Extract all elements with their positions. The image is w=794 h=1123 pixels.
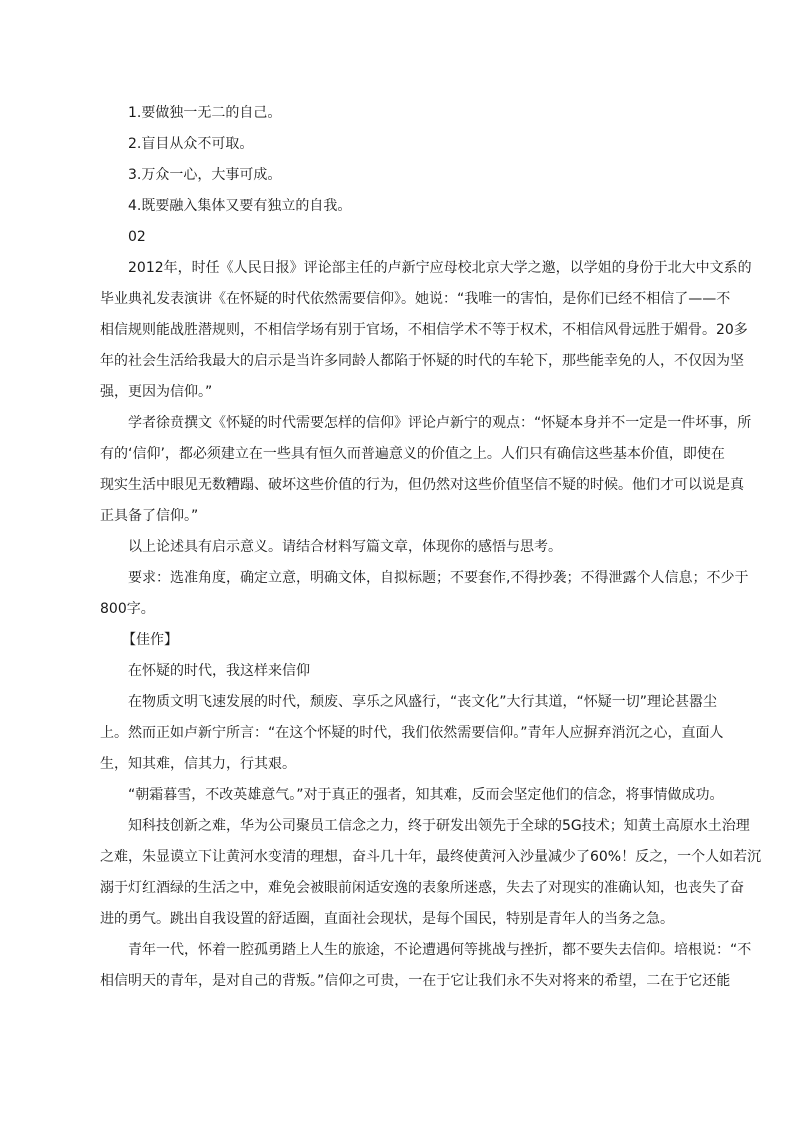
essay-label: 【佳作】 [122, 632, 178, 648]
text-line: 正具备了信仰。” [100, 508, 199, 524]
essay-title: 在怀疑的时代，我这样来信仰 [128, 663, 310, 679]
section-number: 02 [128, 229, 146, 245]
list-item: 2.盲目从众不可取。 [128, 136, 254, 152]
text-line: 之难，朱显谟立下让黄河水变清的理想，奋斗几十年，最终使黄河入沙量减少了60%！反之，一个人如若沉 [100, 849, 762, 865]
numbered-list [100, 98, 710, 222]
list-item: 4.既要融入集体又要有独立的自我。 [128, 198, 352, 214]
text-line: 2012年，时任《人民日报》评论部主任的卢新宁应母校北京大学之邀，以学姐的身份于北大中文系的 [128, 260, 752, 276]
document-body [100, 98, 762, 997]
text-line: 以上论述具有启示意义。请结合材料写篇文章，体现你的感悟与思考。 [128, 539, 562, 555]
text-line: 800字。 [100, 601, 155, 617]
text-line: 知科技创新之难，华为公司聚员工信念之力，终于研发出领先于全球的5G技术；知黄土高原水土治理 [128, 818, 750, 834]
list-item: 3.万众一心，大事可成。 [128, 167, 282, 183]
text-line: 青年一代，怀着一腔孤勇踏上人生的旅途，不论遭遇何等挑战与挫折，都不要失去信仰。培根说：“不 [128, 942, 752, 958]
requirements-paragraph [100, 563, 749, 625]
text-line: 年的社会生活给我最大的启示是当许多同龄人都陷于怀疑的时代的车轮下，那些能幸免的人，不仅因为坚 [100, 353, 744, 369]
essay-paragraph [100, 687, 724, 780]
text-line: 强，更因为信仰。” [100, 384, 213, 400]
text-line: 溺于灯红酒绿的生活之中，难免会被眼前闲适安逸的表象所迷惑，失去了对现实的准确认知，也丧失了奋 [100, 880, 744, 896]
prompt-paragraph [100, 532, 710, 563]
list-item: 1.要做独一无二的自己。 [128, 105, 282, 121]
text-line: “朝霜暮雪，不改英雄意气。”对于真正的强者，知其难，反而会坚定他们的信念，将事情做成功。 [128, 787, 724, 803]
text-line: 上。然而正如卢新宁所言：“在这个怀疑的时代，我们依然需要信仰。”青年人应摒弃消沉之心，直面人 [100, 725, 724, 741]
text-line: 学者徐贲撰文《怀疑的时代需要怎样的信仰》评论卢新宁的观点：“怀疑本身并不一定是一件坏事，所 [128, 415, 752, 431]
essay-paragraph [100, 935, 752, 997]
text-line: 进的勇气。跳出自我设置的舒适圈，直面社会现状，是每个国民，特别是青年人的当务之急。 [100, 911, 674, 927]
text-line: 毕业典礼发表演讲《在怀疑的时代依然需要信仰》。她说：“我唯一的害怕，是你们已经不相信了——不 [100, 291, 731, 307]
essay-paragraph [100, 780, 724, 811]
prompt-paragraph [100, 253, 752, 408]
text-line: 现实生活中眼见无数糟蹋、破坏这些价值的行为，但仍然对这些价值坚信不疑的时候。他们才可以说是真 [100, 477, 744, 493]
text-line: 生，知其难，信其力，行其艰。 [100, 756, 296, 772]
text-line: 要求：选准角度，确定立意，明确文体，自拟标题；不要套作,不得抄袭；不得泄露个人信息；不少于 [128, 570, 749, 586]
text-line: 相信明天的青年，是对自己的背叛。”信仰之可贵，一在于它让我们永不失对将来的希望，二在于它还能 [100, 973, 731, 989]
text-line: 在物质文明飞速发展的时代，颓废、享乐之风盛行，“丧文化”大行其道，“怀疑一切”理论甚嚣尘 [128, 694, 718, 710]
essay-paragraph [100, 811, 762, 935]
prompt-paragraph [100, 408, 752, 532]
text-line: 有的‘信仰’，都必须建立在一些具有恒久而普遍意义的价值之上。人们只有确信这些基本价值，即使在 [100, 446, 725, 462]
text-line: 相信规则能战胜潜规则，不相信学场有别于官场，不相信学术不等于权术，不相信风骨远胜于媚骨。20多 [100, 322, 748, 338]
